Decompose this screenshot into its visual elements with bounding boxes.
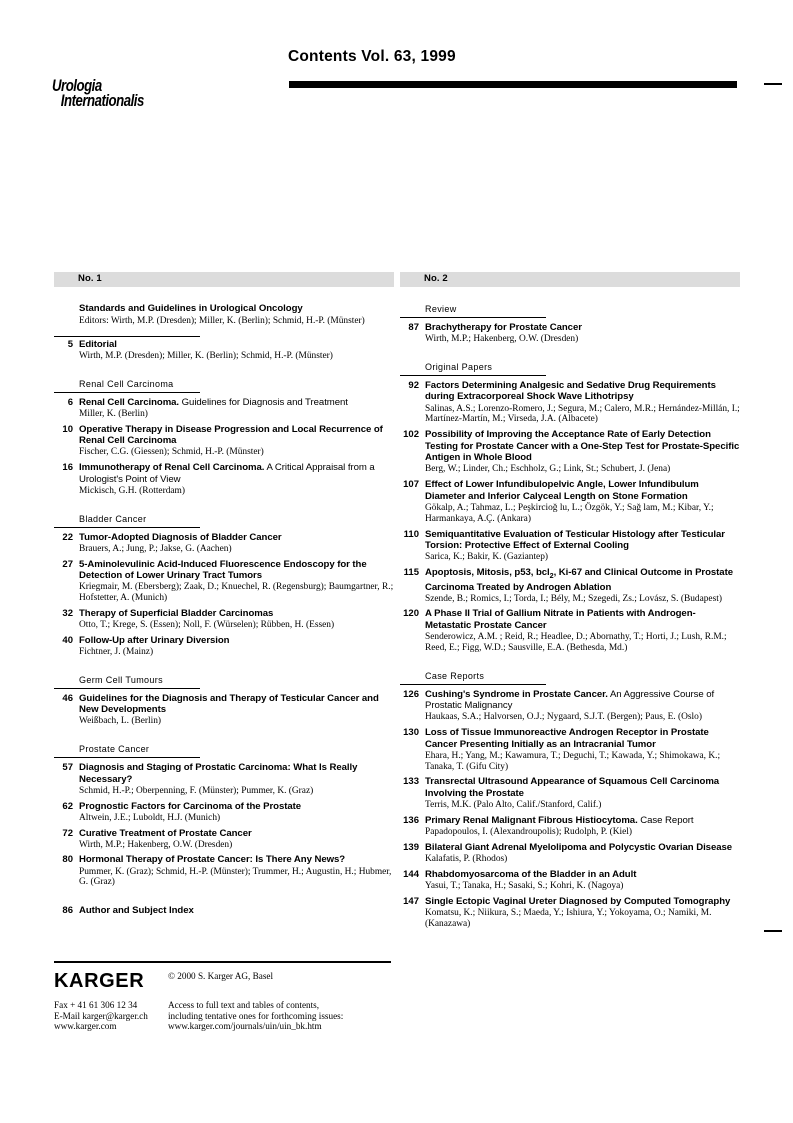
entry-page-number: 80: [62, 854, 73, 866]
issue-2-body: [400, 304, 740, 929]
toc-section-heading: [425, 671, 740, 685]
entry-title: Cushing's Syndrome in Prostate Cancer. An Aggressive Course of Prostatic Malignancy: [425, 688, 715, 712]
entry-page-number: 86: [62, 905, 73, 917]
toc-entry[interactable]: [62, 800, 394, 824]
entry-authors: Fichtner, J. (Mainz): [79, 646, 154, 657]
publisher-fax: Fax + 41 61 306 12 34: [54, 1000, 138, 1010]
entry-authors: Haukaas, S.A.; Halvorsen, O.J.; Nygaard, S.J.T. (Bergen); Paus, E. (Oslo): [425, 712, 702, 723]
toc-entry[interactable]: [62, 827, 394, 851]
publisher-email: E-Mail karger@karger.ch: [54, 1010, 148, 1021]
entry-page-number: 6: [67, 396, 73, 408]
entry-authors: Altwein, J.E.; Luboldt, H.J. (Munich): [79, 812, 221, 823]
entry-title: Guidelines for the Diagnosis and Therapy of Testicular Cancer and New Developments: [79, 692, 379, 716]
toc-entry[interactable]: [62, 634, 394, 658]
toc-entry[interactable]: [403, 776, 740, 811]
entry-page-number: 110: [403, 528, 419, 540]
entry-authors: Kalafatis, P. (Rhodos): [425, 853, 508, 864]
entry-page-number: 87: [408, 322, 419, 333]
section-rule: [400, 684, 546, 685]
toc-entry[interactable]: [67, 339, 394, 362]
journal-logo-line2: Internationalis: [60, 92, 144, 110]
section-rule: [54, 688, 200, 689]
crop-mark-bottom-right: [764, 930, 782, 932]
toc-entry[interactable]: [62, 462, 394, 496]
entry-authors: Szende, B.; Romics, I.; Torda, I.; Bély, M.; Szegedi, Zs.; Lovász, S. (Budapest): [425, 593, 722, 604]
toc-entry[interactable]: [403, 868, 740, 892]
editors-block: [79, 303, 394, 337]
copyright-notice: © 2000 S. Karger AG, Basel: [168, 971, 274, 981]
entry-page-number: 120: [403, 608, 419, 620]
entry-title: Therapy of Superficial Bladder Carcinomas: [79, 607, 274, 619]
entry-authors: Wirth, M.P.; Hakenberg, O.W. (Dresden): [79, 839, 233, 850]
karger-logo: KARGER: [54, 970, 145, 992]
entry-authors: Senderowicz, A.M. ; Reid, R.; Headlee, D.; Abornathy, T.; Horti, J.; Lush, R.M.; Reed, E.; Figg, W.D.; Sausville, E.A. (Bethesda, Md.): [425, 632, 727, 653]
entry-authors: Terris, M.K. (Palo Alto, Calif./Stanford, Calif.): [425, 800, 602, 811]
section-label: Prostate Cancer: [79, 744, 150, 755]
entry-authors: Weißbach, L. (Berlin): [79, 716, 162, 727]
entry-title: Apoptosis, Mitosis, p53, bcl$_2$, Ki-67 and Clinical Outcome in Prostate Carcinoma Treated by Androgen Ablation: [425, 567, 733, 593]
section-rule: [54, 527, 200, 528]
entry-title: Primary Renal Malignant Fibrous Histiocytoma. Case Report: [425, 814, 694, 826]
footer-rule: [54, 961, 391, 963]
toc-entry[interactable]: [62, 558, 394, 604]
page-title: Contents Vol. 63, 1999: [288, 48, 456, 65]
entry-title: Effect of Lower Infundibulopelvic Angle, Lower Infundibulum Diameter and Inferior Calyceal Length on Stone Formation: [425, 479, 699, 502]
editors-names: Editors: Wirth, M.P. (Dresden); Miller, K. (Berlin); Schmid, H.-P. (Münster): [79, 315, 365, 326]
journal-logo: [52, 79, 144, 109]
spacer: [79, 892, 394, 905]
toc-section-heading: [79, 744, 394, 758]
toc-entry[interactable]: [403, 608, 740, 653]
access-line-1: Access to full text and tables of contents,: [168, 1000, 320, 1010]
section-rule: [54, 392, 200, 393]
entry-page-number: 136: [403, 814, 419, 826]
issue-1-body: [54, 303, 394, 917]
entry-title: Immunotherapy of Renal Cell Carcinoma. A Critical Appraisal from a Urologist's Point of View: [79, 462, 375, 485]
entry-page-number: 115: [403, 567, 419, 579]
toc-entry[interactable]: [408, 379, 740, 425]
section-rule: [400, 375, 546, 376]
entry-page-number: 40: [62, 634, 73, 646]
toc-section-heading: [79, 514, 394, 528]
entry-authors: Otto, T.; Krege, S. (Essen); Noll, F. (Würselen); Rübben, H. (Essen): [79, 620, 335, 631]
entry-title: Tumor-Adopted Diagnosis of Bladder Cancer: [79, 531, 282, 543]
toc-entry[interactable]: [62, 905, 394, 917]
toc-entry[interactable]: [62, 531, 394, 555]
entry-title: Editorial: [79, 339, 117, 350]
entry-title: Diagnosis and Staging of Prostatic Carcinoma: What Is Really Necessary?: [79, 762, 358, 785]
entry-authors: Wirth, M.P. (Dresden); Miller, K. (Berlin); Schmid, H.-P. (Münster): [79, 351, 333, 362]
toc-entry[interactable]: [62, 692, 394, 727]
entry-page-number: 16: [62, 462, 73, 474]
entry-title: A Phase II Trial of Gallium Nitrate in Patients with Androgen-Metastatic Prostate Cancer: [425, 608, 696, 631]
toc-entry[interactable]: [403, 895, 740, 930]
entry-title: Loss of Tissue Immunoreactive Androgen Receptor in Prostate Cancer Presenting Initially as an Intracranial Tumor: [425, 727, 709, 750]
entry-page-number: 10: [62, 423, 73, 435]
section-label: Renal Cell Carcinoma: [79, 378, 174, 389]
entry-page-number: 32: [62, 607, 73, 619]
section-label: Germ Cell Tumours: [79, 674, 163, 685]
section-label: Review: [425, 304, 457, 314]
entry-authors: Wirth, M.P.; Hakenberg, O.W. (Dresden): [425, 334, 579, 345]
toc-entry[interactable]: [67, 396, 394, 420]
publisher-contact: [54, 1000, 148, 1032]
entry-page-number: 57: [62, 762, 73, 774]
toc-entry[interactable]: [408, 322, 740, 345]
toc-entry[interactable]: [403, 688, 740, 723]
header-rule: [289, 81, 737, 88]
toc-entry[interactable]: [403, 429, 740, 475]
toc-entry[interactable]: [403, 479, 740, 524]
entry-authors: Fischer, C.G. (Giessen); Schmid, H.-P. (Münster): [79, 447, 264, 458]
section-label: Original Papers: [425, 361, 493, 372]
entry-authors: Sarica, K.; Bakir, K. (Gaziantep): [425, 552, 549, 563]
toc-entry[interactable]: [403, 814, 740, 838]
entry-title: 5-Aminolevulinic Acid-Induced Fluorescence Endoscopy for the Detection of Lower Urinary Tract Tumors: [79, 558, 367, 582]
entry-page-number: 126: [403, 688, 419, 700]
entry-authors: Mickisch, G.H. (Rotterdam): [79, 485, 185, 496]
entry-title: Prognostic Factors for Carcinoma of the Prostate: [79, 800, 302, 812]
section-label: Case Reports: [425, 670, 485, 681]
issue-1-label: No. 1: [78, 273, 102, 284]
entry-title: Hormonal Therapy of Prostate Cancer: Is There Any News?: [79, 854, 346, 866]
entry-title: Bilateral Giant Adrenal Myelolipoma and Polycystic Ovarian Disease: [425, 841, 733, 853]
entry-page-number: 22: [62, 531, 73, 543]
entry-page-number: 144: [403, 868, 419, 880]
toc-entry[interactable]: [62, 423, 394, 458]
entry-page-number: 139: [403, 841, 419, 853]
toc-entry[interactable]: [403, 727, 740, 772]
access-line-2: including tentative ones for forthcoming issues:: [168, 1010, 344, 1021]
entry-title: Renal Cell Carcinoma. Guidelines for Diagnosis and Treatment: [79, 396, 348, 408]
section-rule: [400, 317, 546, 318]
toc-entry[interactable]: [403, 567, 740, 604]
entry-page-number: 133: [403, 776, 419, 788]
entry-title: Operative Therapy in Disease Progression and Local Recurrence of Renal Cell Carcinoma: [79, 423, 383, 447]
entry-authors: Salinas, A.S.; Lorenzo-Romero, J.; Segura, M.; Calero, M.R.; Hernández-Millán, I.; Martínez-Martín, M.; Virseda, J.A. (Albacete): [425, 403, 740, 425]
entry-authors: Schmid, H.-P.; Oberpenning, F. (Münster); Pummer, K. (Graz): [79, 785, 314, 796]
entry-page-number: 130: [403, 727, 419, 739]
toc-entry[interactable]: [62, 854, 394, 888]
entry-title: Rhabdomyosarcoma of the Bladder in an Adult: [425, 868, 637, 880]
entry-authors: Berg, W.; Linder, Ch.; Eschholz, G.; Link, St.; Schubert, J. (Jena): [425, 464, 671, 475]
issue-1-bar: [54, 272, 394, 287]
toc-entry[interactable]: [403, 841, 740, 865]
entry-authors: Pummer, K. (Graz); Schmid, H.-P. (Münster); Trummer, H.; Augustin, H.; Hubmer, G. (Graz): [79, 866, 392, 888]
column-issue-1: [54, 272, 394, 921]
toc-entry[interactable]: [62, 607, 394, 631]
entry-page-number: 5: [67, 339, 73, 350]
entry-page-number: 72: [62, 827, 73, 839]
entry-authors: Yasui, T.; Tanaka, H.; Sasaki, S.; Kohri, K. (Nagoya): [425, 880, 624, 891]
toc-section-heading: [425, 362, 740, 376]
entry-authors: Gökalp, A.; Tahmaz, L.; Peşkircioğ lu, L.; Özgök, Y.; Sağ lam, M.; Kibar, Y.; Harmankaya, A.Ç. (Ankara): [425, 502, 714, 524]
entry-title: Factors Determining Analgesic and Sedative Drug Requirements during Extracorporeal Shock Wave Lithotripsy: [425, 379, 716, 403]
entry-title: Brachytherapy for Prostate Cancer: [425, 322, 582, 333]
publisher-website: www.karger.com: [54, 1021, 117, 1032]
journal-logo-line1: Urologia: [52, 77, 102, 95]
issue-2-label: No. 2: [424, 273, 448, 284]
entry-page-number: 147: [403, 895, 419, 907]
entry-title: Transrectal Ultrasound Appearance of Squamous Cell Carcinoma Involving the Prostate: [425, 776, 720, 800]
editors-rule: [54, 336, 200, 337]
entry-title: Follow-Up after Urinary Diversion: [79, 634, 230, 646]
entry-page-number: 102: [403, 429, 419, 441]
entry-page-number: 27: [62, 558, 73, 570]
entry-page-number: 46: [62, 692, 73, 704]
section-label: Bladder Cancer: [79, 513, 147, 524]
editors-title: Standards and Guidelines in Urological Oncology: [79, 303, 303, 314]
entry-title: Semiquantitative Evaluation of Testicular Histology after Testicular Torsion: Protective Effect of External Cooling: [425, 528, 725, 552]
entry-page-number: 92: [408, 379, 419, 391]
toc-entry[interactable]: [62, 762, 394, 796]
entry-authors: Miller, K. (Berlin): [79, 408, 148, 419]
entry-authors: Ehara, H.; Yang, M.; Kawamura, T.; Deguchi, T.; Kawada, Y.; Shimokawa, K.; Tanaka, T. (Gifu City): [425, 750, 721, 772]
entry-page-number: 62: [62, 800, 73, 812]
toc-entry[interactable]: [403, 528, 740, 563]
entry-title: Possibility of Improving the Acceptance Rate of Early Detection Testing for Prostate Cancer with a One-Step Test for Prostate-Specific Antigen in Whole Blood: [425, 429, 740, 464]
toc-section-heading: [79, 379, 394, 393]
entry-title: Single Ectopic Vaginal Ureter Diagnosed by Computed Tomography: [425, 895, 731, 907]
access-info: [168, 1000, 343, 1032]
access-line-3: www.karger.com/journals/uin/uin_bk.htm: [168, 1021, 322, 1032]
entry-page-number: 107: [403, 479, 419, 491]
entry-authors: Brauers, A.; Jung, P.; Jakse, G. (Aachen): [79, 543, 232, 554]
entry-title: Curative Treatment of Prostate Cancer: [79, 827, 252, 839]
entry-authors: Komatsu, K.; Niikura, S.; Maeda, Y.; Ishiura, Y.; Yokoyama, O.; Namiki, M. (Kanazawa): [425, 907, 712, 929]
issue-2-bar: [400, 272, 740, 287]
entry-title: Author and Subject Index: [79, 905, 194, 917]
toc-section-heading: [79, 675, 394, 689]
section-rule: [54, 757, 200, 758]
entry-authors: Papadopoulos, I. (Alexandroupolis); Rudolph, P. (Kiel): [425, 827, 633, 838]
column-issue-2: [400, 272, 740, 933]
entry-authors: Kriegmair, M. (Ebersberg); Zaak, D.; Knuechel, R. (Regensburg); Baumgartner, R.; Hofstetter, A. (Munich): [79, 582, 394, 604]
crop-mark-top-right: [764, 83, 782, 85]
toc-section-heading: [425, 304, 740, 318]
